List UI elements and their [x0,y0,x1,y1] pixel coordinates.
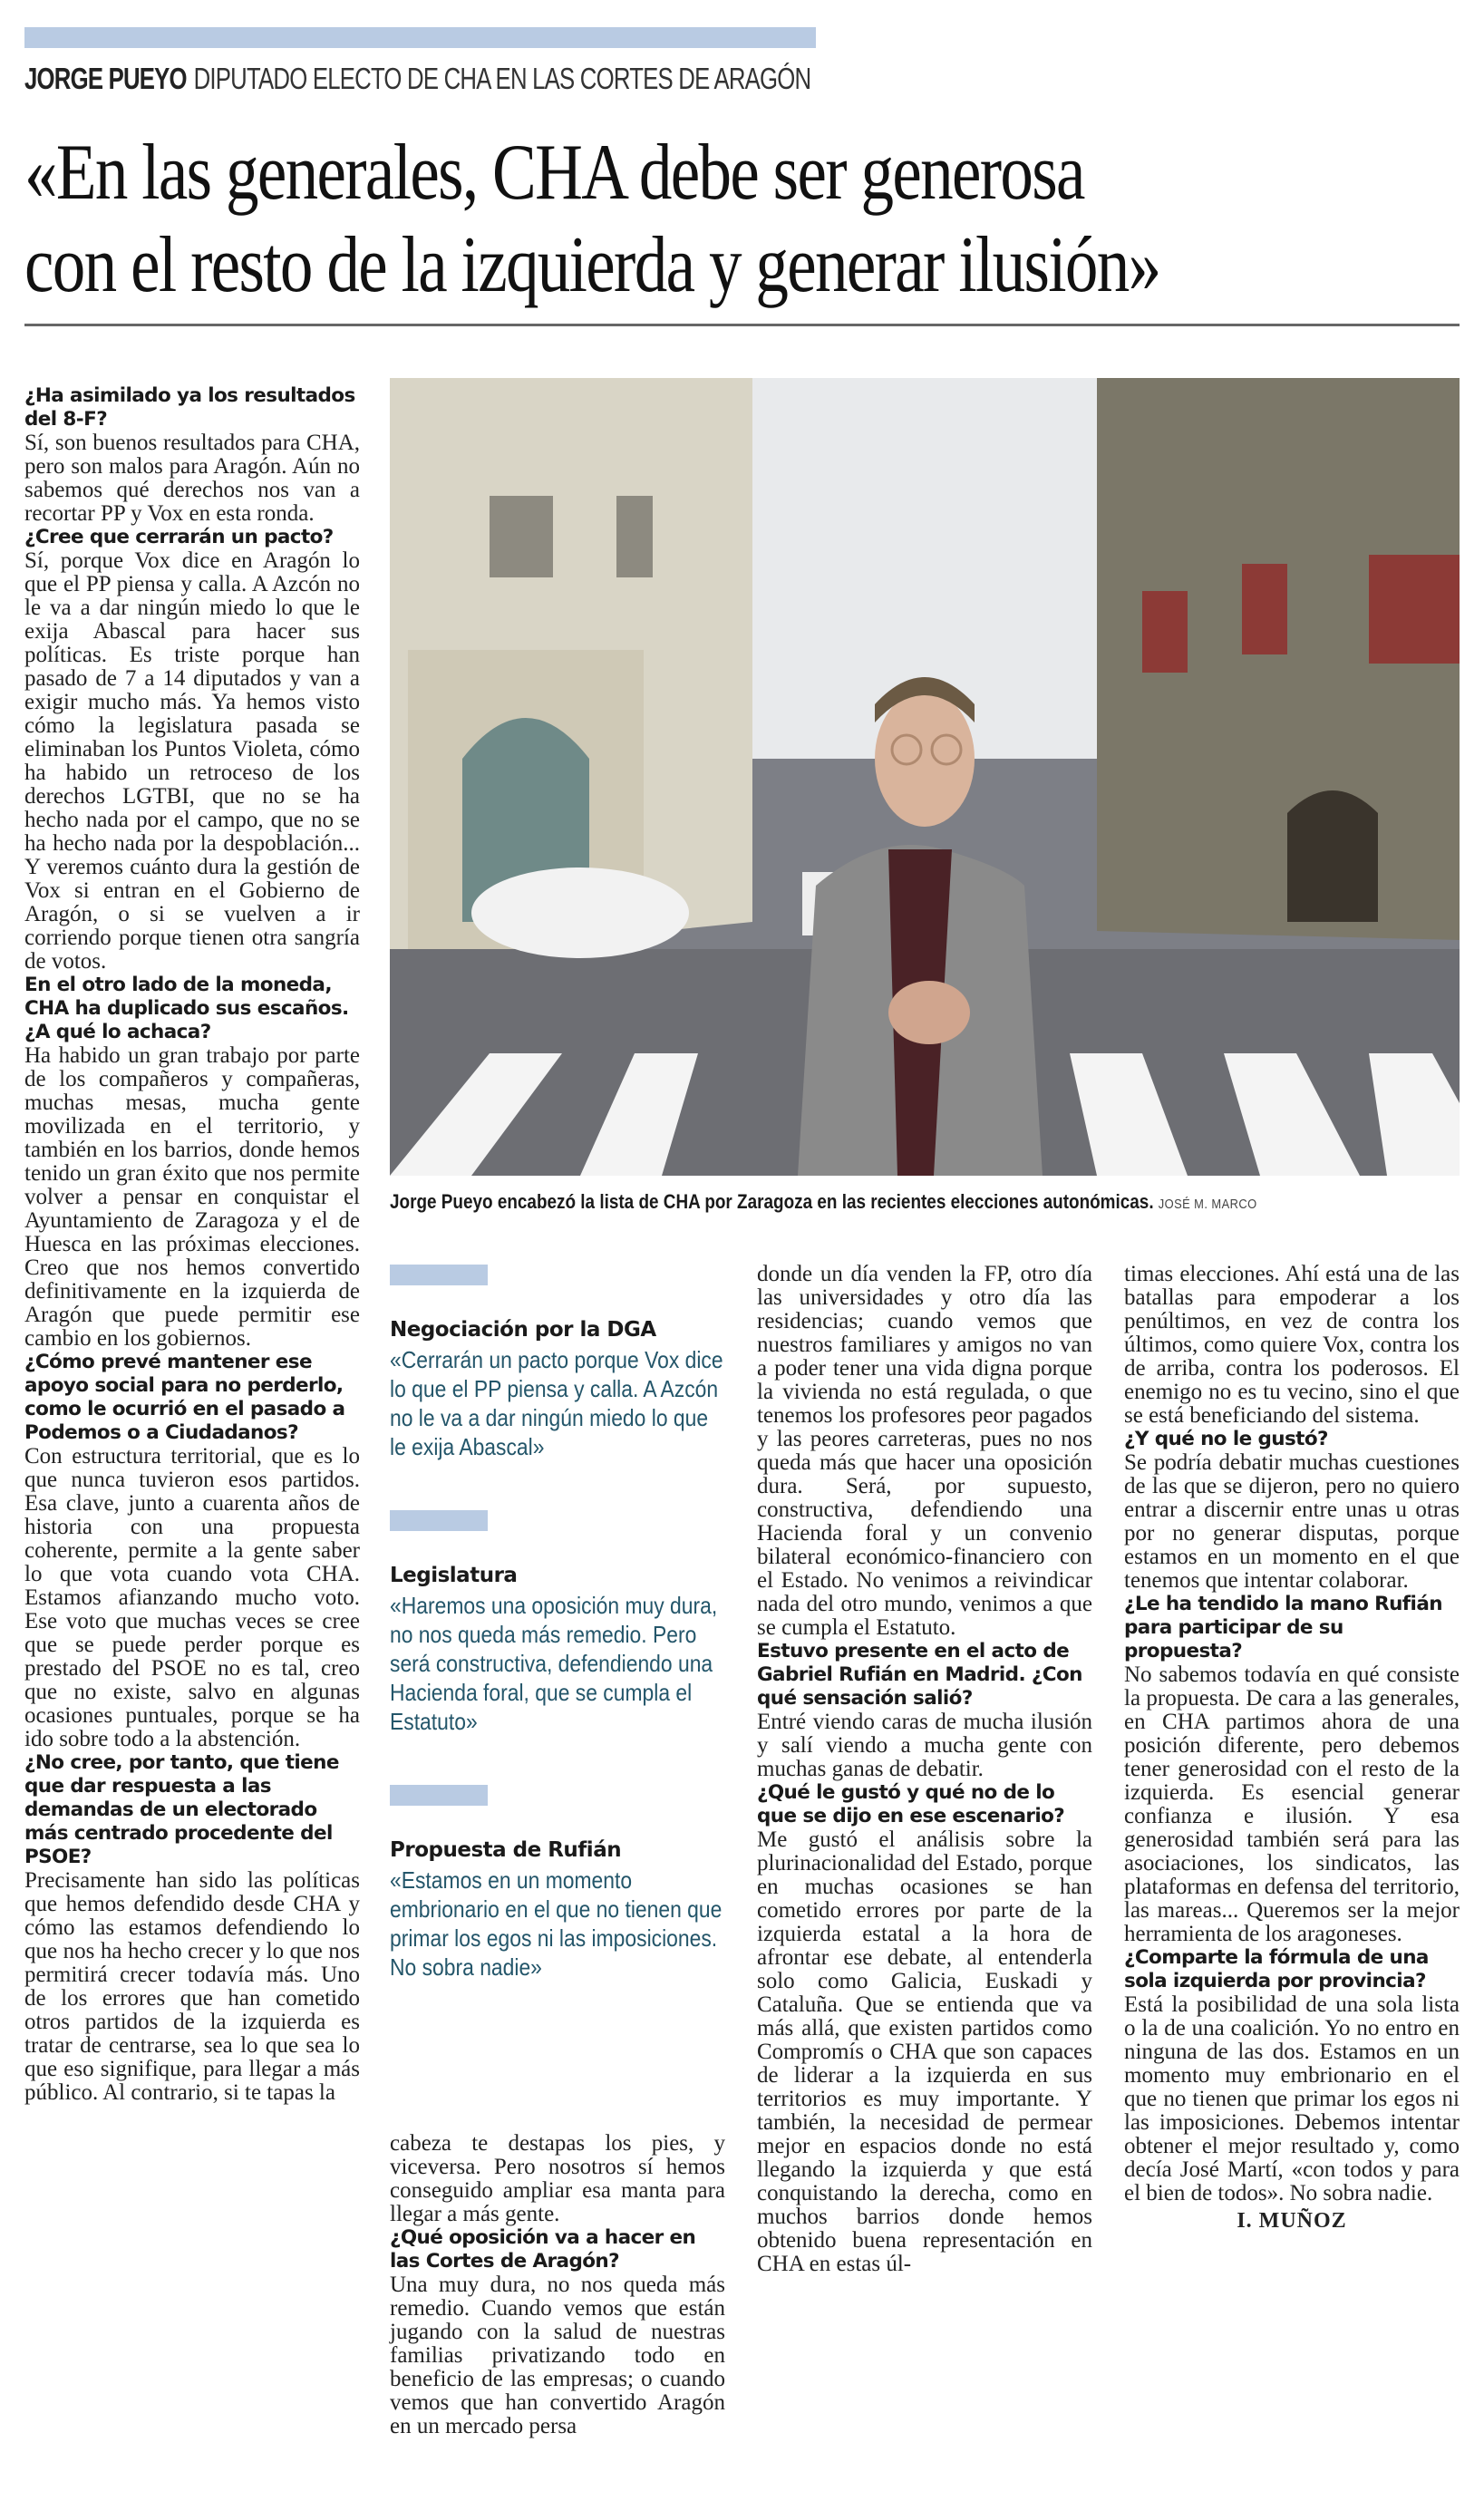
interview-answer: Una muy dura, no nos queda más remedio. Cuando vemos que están jugando con la salud de nuestras familias privatizando todo en beneficio de las empresas; o cuando vemos que han convertido Aragón en un mercado persa [390,2273,725,2438]
article-column-4 [1124,1263,1460,2233]
highlight-accent-bar [390,1510,488,1531]
interview-answer: Precisamente han sido las políticas que hemos defendido desde CHA y cómo las estamos defendiendo lo que nos ha hecho crecer y lo que nos permitirá crecer todavía más. Uno de los errores que han cometido otros partidos de la izquierda es tratar de centrarse, sea lo que sea lo que eso signifique, para llegar a más público. Al contrario, si te tapas la [24,1868,360,2105]
interview-answer: Entré viendo caras de mucha ilusión y salí viendo a mucha gente con muchas ganas de debatir. [757,1710,1092,1781]
highlight-quote-block [390,1785,730,1982]
interview-question: ¿Ha asimilado ya los resultados del 8-F? [24,384,355,431]
caption-text: Jorge Pueyo encabezó la lista de CHA por Zaragoza en las recientes elecciones autonómicas. [390,1190,1154,1213]
interview-answer: donde un día venden la FP, otro día las universidades y otro día las residencias; cuando vemos que nuestros familiares y amigos no van a poder tener una vida digna porque la vivienda no está regulada, o que tenemos los profesores peor pagados y las peores carreteras, pues no nos queda más que hacer una oposición dura. Será, por supuesto, constructiva, defendiendo una Hacienda foral y un convenio bilateral económico-financiero con el Estado. No venimos a reivindicar nada del otro mundo, venimos a que se cumpla el Estatuto. [757,1262,1092,1640]
person-hands [888,981,970,1044]
interview-question: ¿Qué le gustó y qué no de lo que se dijo en ese escenario? [757,1781,1065,1827]
section-accent-bar [24,27,816,48]
highlight-accent-bar [390,1265,488,1285]
highlight-quotes [390,1265,730,2031]
headline-line-1: «En las generales, CHA debe ser generosa [24,129,1084,217]
article-photo [390,378,1460,1176]
interview-question: ¿Comparte la fórmula de una sola izquierda por provincia? [1124,1946,1429,1992]
interview-question: ¿Qué oposición va a hacer en las Cortes de Aragón? [390,2226,696,2273]
author-byline: I. MUÑOZ [1237,2209,1347,2233]
interviewee-role: DIPUTADO ELECTO DE CHA EN LAS CORTES DE ARAGÓN [193,62,811,95]
highlight-title: Legislatura [390,1564,518,1587]
white-car [471,867,689,958]
headline-line-2: con el resto de la izquierda y generar ilusión» [24,221,1160,309]
interview-answer: cabeza te destapas los pies, y viceversa. Pero nosotros sí hemos conseguido ampliar esa manta para llegar a más gente. [390,2131,725,2226]
article-column-1 [24,384,360,2105]
highlight-quote-block [390,1265,730,1461]
photo-illustration [390,378,1460,1176]
interview-question: ¿No cree, por tanto, que tiene que dar respuesta a las demandas de un electorado más centrado procedente del PSOE? [24,1751,339,1868]
interview-question: Estuvo presente en el acto de Gabriel Rufián en Madrid. ¿Con qué sensación salió? [757,1640,1082,1710]
interview-answer: timas elecciones. Ahí está una de las batallas para empoderar a los penúltimos, en vez de contra los últimos, como quiere Vox, contra los de arriba, contra los poderosos. El enemigo no es tu vecino, sino el que se está beneficiando del sistema. [1124,1262,1460,1428]
highlight-quote-block [390,1510,730,1736]
highlight-quote: «Estamos en un momento embrionario en el que no tienen que primar los egos ni las imposiciones. No sobra nadie» [390,1866,723,1981]
interview-question: ¿Y qué no le gustó? [1124,1428,1328,1450]
interviewee-name: JORGE PUEYO [24,62,187,95]
highlight-title: Negociación por la DGA [390,1318,656,1342]
interview-question: ¿Cómo prevé mantener ese apoyo social para no perderlo, como le ocurrió en el pasado a Podemos o a Ciudadanos? [24,1351,345,1444]
headline [24,127,1159,312]
interview-answer: Con estructura territorial, que es lo que nunca tuvieron esos partidos. Esa clave, junto a cuarenta años de historia con una propuesta coherente, permite a la gente saber lo que vota cuando vota CHA. Estamos afianzando mucho voto. Ese voto que muchas veces se cree que se puede perder porque es prestado del PSOE no es tal, creo que no existe, salvo en algunas ocasiones puntuales, porque se ha ido sobre todo a la abstención. [24,1444,360,1751]
interview-question: ¿Cree que cerrarán un pacto? [24,526,334,548]
kicker [24,62,810,96]
person-face [875,691,975,827]
interview-question: ¿Le ha tendido la mano Rufián para participar de su propuesta? [1124,1593,1442,1662]
highlight-accent-bar [390,1785,488,1806]
interview-answer: Sí, porque Vox dice en Aragón lo que el PP piensa y calla. A Azcón no le va a dar ningún miedo lo que le exija Abascal para hacer sus políticas. Es triste porque han pasado de 7 a 14 diputados y van a exigir mucho más. Ya hemos visto cómo la legislatura pasada se eliminaban los Puntos Violeta, cómo ha habido un retroceso de los derechos LGTBI, que no se ha hecho nada por el campo, que no se ha hecho nada por la despoblación... Y veremos cuánto dura la gestión de Vox si entran en el Gobierno de Aragón, o si se vuelven a ir corriendo porque tienen otra sangría de votos. [24,548,360,974]
photo-credit: JOSÉ M. MARCO [1158,1197,1257,1212]
highlight-title: Propuesta de Rufián [390,1838,622,1862]
highlight-quote: «Haremos una oposición muy dura, no nos queda más remedio. Pero será constructiva, defendiendo una Hacienda foral, que se cumpla el Estatuto» [390,1592,718,1735]
highlight-quote: «Cerrarán un pacto porque Vox dice lo que el PP piensa y calla. A Azcón no le va a dar ningún miedo lo que le exija Abascal» [390,1346,723,1460]
interview-answer: No sabemos todavía en qué consiste la propuesta. De cara a las generales, en CHA partimos ahora de una posición diferente, pero debemos tener generosidad con el resto de la izquierda. Es esencial generar confianza e ilusión. Y esa generosidad también será para las asociaciones, los sindicatos, las plataformas en defensa del territorio, las mareas... Queremos ser la mejor herramienta de los aragoneses. [1124,1662,1460,1946]
interview-answer: Ha habido un gran trabajo por parte de los compañeros y compañeras, muchas mesas, mucha gente movilizada en el territorio, y también en los barrios, donde hemos tenido un gran éxito que nos permite volver a pensar en conquistar el Ayuntamiento de Zaragoza y el de Huesca en las próximas elecciones. Creo que nos hemos convertido definitivamente en la izquierda de Aragón que puede permitir ese cambio en los gobiernos. [24,1043,360,1351]
interview-answer: Está la posibilidad de una sola lista o la de una coalición. Yo no entro en ninguna de las dos. Estamos en un momento muy embrionario en el que no tienen que primar los egos ni las imposiciones. Debemos intentar obtener el mejor resultado y, como decía José Martí, «con todos y para el bien de todos». No sobra nadie. [1124,1992,1460,2205]
interview-question: En el otro lado de la moneda, CHA ha duplicado sus escaños. ¿A qué lo achaca? [24,974,349,1043]
headline-divider [24,324,1460,326]
interview-answer: Sí, son buenos resultados para CHA, pero son malos para Aragón. Aún no sabemos qué derechos nos van a recortar PP y Vox en esta ronda. [24,431,360,526]
photo-caption [390,1190,1257,1214]
article-column-3 [757,1263,1092,2276]
interview-answer: Me gustó el análisis sobre la plurinacionalidad del Estado, porque en muchas ocasiones se han cometido errores por parte de la izquierda estatal a la hora de afrontar ese debate, al entenderla solo como Galicia, Euskadi y Cataluña. Que se entienda que va más allá, que existen partidos como Compromís o CHA que son capaces de liderar a la izquierda en sus territorios es muy importante. Y también, la necesidad de permear mejor en espacios donde no está llegando la izquierda y que está conquistando la derecha, como en muchos barrios donde hemos obtenido buena representación en CHA en estas úl- [757,1827,1092,2276]
article-column-2 [390,2132,725,2438]
interview-answer: Se podría debatir muchas cuestiones de las que se dijeron, pero no quiero entrar a discernir entre unas u otras por no generar disputas, porque estamos en un momento en el que tenemos que intentar colaborar. [1124,1450,1460,1593]
